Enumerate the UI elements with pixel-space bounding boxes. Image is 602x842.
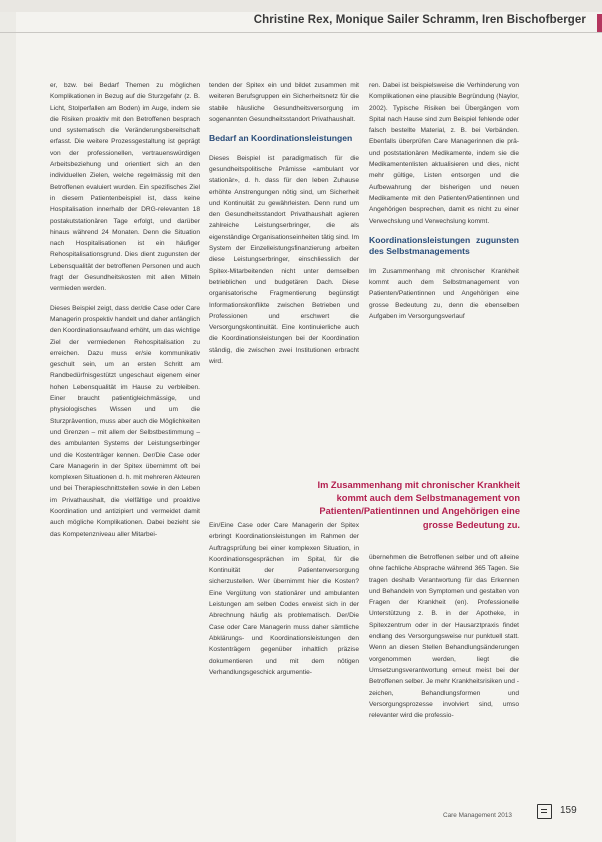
page-number: 159 [560, 805, 577, 816]
body-paragraph: Dieses Beispiel zeigt, dass der/die Case oder Care Managerin prospektiv handelt und daher anfänglich den Koordinationsaufwand erhöht, um das wichtige Ziel der vermiedenen Rehospitalisation zu erreichen. Dazu muss er/sie kommunikativ geschult sein, um an ersten Schritt am Randbedürfnisgestützt ungeschaut eigenem einer hohen Lebensqualität im Hause zu verbleiben. Einer braucht patientigleichmässige, und physiologisches Wissen und um die Sturzprävention, muss aber auch die Möglichkeiten und Grenzen – mit allem der Selbstbestimmung – des ambulanten Systems der Leistungserbinger und die Kostenträger kennen. Der/Die Case oder Care Managerin in der Spitex übernimmt oft bei komplexen Situationen d. h. mit mehreren Akteuren und bei Therapieschnittstellen sowie in den Leben im Privathaushalt, die vielfältige und proaktive Koordination und antizipiert und vermeidet damit auch mögliche Komplikationen. Dabei bezieht sie das Kompetenzniveau aller Mitarbei- [50, 304, 200, 538]
pull-quote: Im Zusammenhang mit chronischer Krankheit kommt auch dem Selbstmanagement von Patienten/Patientinnen und Angehörigen eine grosse Bedeutung zu. [317, 480, 520, 530]
body-paragraph: Im Zusammenhang mit chronischer Krankheit kommt auch dem Selbstmanagement von Patienten/Patientinnen und Angehörigen eine grosse Bedeutung zu, denn die ebenselben Aufgaben im Versorgungsverlauf [369, 267, 519, 321]
page-gutter [0, 0, 16, 842]
column-3 [369, 80, 519, 470]
body-paragraph: Dieses Beispiel ist paradigmatisch für die gesundheitspolitische Prämisse «ambulant vor stationär», d. h. dass für den Ieben Zuhause erhöhte Anstrengungen nötig sind, um Sicherheit und Kontinuität zu gewährleisten. Denn rund um den Gesundheitsstandort Privathaushalt agieren zahlreiche Leistungserbringer, die als eigenständige Organisationseinheiten tätig sind. Im System der Einzelleistungsfinanzierung arbeiten diese Leistungserbringer, einschliesslich der Spitex-Mitarbeitenden nicht unter demselben betrieblichen und budgetären Dach. Diese organisatorische Fragmentierung begünstigt Informationskonflikte zwischen Betrieben und Professionen und erschwert die Versorgungskontinuität. Eine kontinuierliche auch die Koordinationsleistungen bei der Koordination ständig, die zwischen zwei Institutionen erbracht wird. [209, 154, 359, 366]
running-header-authors: Christine Rex, Monique Sailer Schramm, Iren Bischofberger [253, 14, 586, 26]
body-paragraph: tenden der Spitex ein und bildet zusammen mit weiteren Berufsgruppen ein Sicherheitsnetz für die stabile häusliche Gesundheitsversorgung im sogenannten Gesundheitsstandort Privathaushalt. [209, 82, 359, 123]
section-heading: Bedarf an Koordinationsleistungen [209, 133, 353, 144]
header-rule [0, 32, 602, 33]
column-3-lower [369, 552, 519, 802]
section-heading: Koordinationsleistungen zugunsten des Selbstmanagements [369, 234, 519, 257]
body-paragraph: übernehmen die Betroffenen selber und oft alleine ohne fachliche Absprache während 365 Tagen. Sie tragen deshalb Verantwortung für das Erkennen und Behandeln von Symptomen und gestalten von Fragen der Krankheit (en). Professionelle Unterstützung z. B. in der Apotheke, in Spitexzentrum oder in der Hausarztpraxis findet endlang des Versorgungsweise nur punktuell statt. Wenn an diesen Stellen Behandlungsänderungen vorgenommen werden, liegt die Umsetzungsverantwortung erneut meist bei der Betroffenen selber. Je mehr Krankheitsrisiken und -zeichen, Behandlungsformen und Versorgungsprozesse involviert sind, umso relevanter wird die professio- [369, 554, 519, 720]
column-2-lower [209, 520, 359, 800]
body-paragraph: ren. Dabei ist beispielsweise die Verhinderung von Komplikationen eine plausible Begründung (Naylor, 2002). Typische Risiken bei Übergängen vom Spital nach Hause sind zum Beispiel fehlende oder falsch bestellte Material, z. B. bei Verbänden. Ebenfalls überprüfen Care Managerinnen die prä- und poststationären Medikamente, indem sie die Medikamentenlisten aktualisieren und dies, nicht mehr gültige, Listen entsorgen und die Aufbewahrung der bisherigen und neuen Medikamente mit den Patienten/Patientinnen und Angehörigen besprechen, damit es nicht zu einer Verwechslung und Verwechslung kommt. [369, 82, 519, 225]
journal-logo-icon [537, 804, 552, 819]
body-paragraph: Ein/Eine Case oder Care Managerin der Spitex erbringt Koordinationsleistungen im Rahmen der Auftragsprüfung bei einer komplexen Situation, in Koordinationsgesprächen im Spital, für die Kontinuität der Patientenversorgung sicherzustellen. Wer übernimmt hier die Kosten? Eine Vergütung von stationärer und ambulanten Leistungen am selben Codes erweist sich in der Abrechnung häufig als problematisch. Der/Die Case oder Care Managerin muss daher sämtliche Abklärungs- und Koordinationsleistungen den Kostenträgern gegenüber inhaltlich präzise dokumentieren und mit dem nötigen Verhandlungsgeschick argumentie- [209, 522, 359, 676]
column-2 [209, 80, 359, 470]
column-1 [50, 80, 200, 548]
top-band [0, 0, 602, 12]
body-paragraph: er, bzw. bei Bedarf Themen zu möglichen Komplikationen in Bezug auf die Sturzgefahr (z. B. Licht, Stolperfallen am Boden) im Auge, indem sie die Risiken proaktiv mit den Betroffenen besprach und systematisch die Veränderungsbereitschaft erfasst. Die weitere Prozessgestaltung ist geprägt von der professionellen, vertrauenswürdigen Arbeitsbeziehung und orientiert sich an den individuellen Zielen, welche regelmässig mit den Betroffenen evaluiert wurden. Ein spezifisches Ziel in diesem Patientenbeispiel ist, dass keine Hospitalisation innerhalb der DRG-relevanten 18 postakutstationären Tage erfolgt, und darüber hinaus während 24 Monaten. Denn die Situation nach Hospitalisationen ist ein häufiger Rehospitalisationsgrund. Dies dient zugunsten der Lebensqualität der betroffenen Personen und auch fragt der Gesundheitskosten mit allen Mitteln vermieden werden. [50, 82, 200, 293]
header-accent-bar [597, 14, 602, 32]
footer-journal-title: Care Management 2013 [443, 812, 512, 819]
